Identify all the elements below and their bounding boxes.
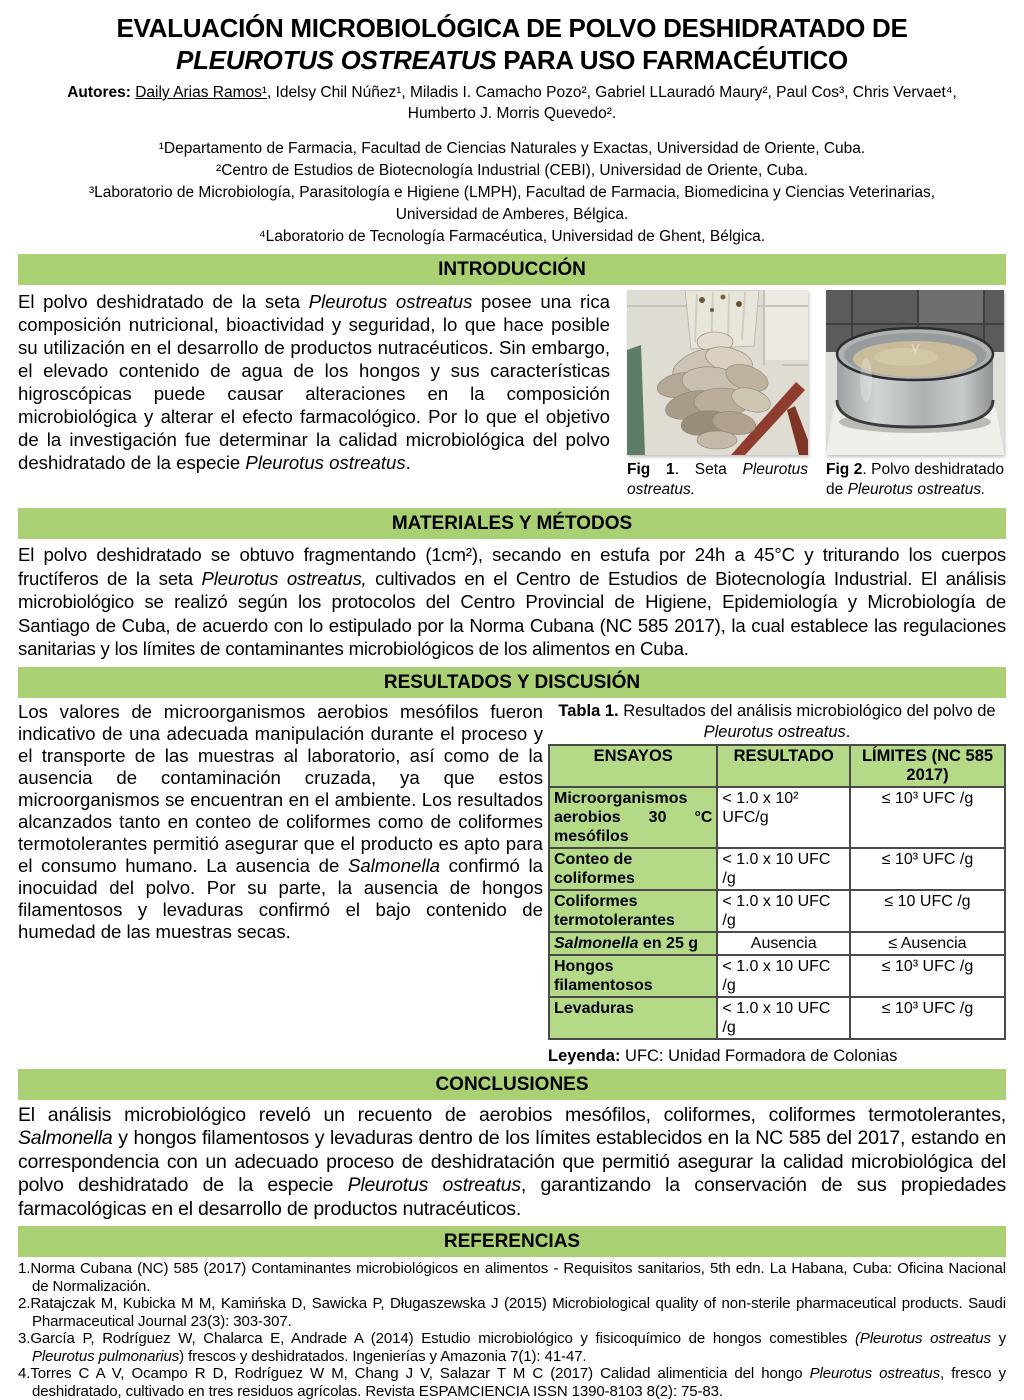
affiliations-block (18, 138, 1006, 248)
cell-limite: ≤ 10³ UFC /g (850, 787, 1005, 848)
affiliation-1: ¹Departamento de Farmacia, Facultad de Ciencias Naturales y Exactas, Universidad de Oriente, Cuba. (158, 140, 866, 157)
figures-block (627, 290, 1004, 500)
section-header-materiales: MATERIALES Y MÉTODOS (18, 508, 1006, 539)
cell-ensayo: Hongos filamentosos (549, 955, 717, 997)
section-header-introduccion: INTRODUCCIÓN (18, 254, 1006, 285)
cell-resultado: < 1.0 x 10 UFC /g (717, 890, 850, 932)
reference-number: 1. (18, 1260, 31, 1277)
figure-1 (627, 290, 808, 500)
cell-limite: ≤ 10³ UFC /g (850, 848, 1005, 890)
table-row (549, 848, 1005, 890)
cell-resultado: < 1.0 x 10² UFC/g (717, 787, 850, 848)
reference-item (18, 1365, 1006, 1400)
affiliation-4: ⁴Laboratorio de Tecnología Farmacéutica, Universidad de Ghent, Bélgica. (258, 228, 766, 245)
section-header-resultados: RESULTADOS Y DISCUSIÓN (18, 667, 1006, 698)
section-header-referencias: REFERENCIAS (18, 1226, 1006, 1257)
table-row (549, 787, 1005, 848)
reference-item (18, 1260, 1006, 1295)
cell-ensayo: Conteo de coliformes (549, 848, 717, 890)
table-caption: Tabla 1. Resultados del análisis microbiológico del polvo de Pleurotus ostreatus. (558, 701, 996, 741)
cell-resultado: < 1.0 x 10 UFC /g (717, 848, 850, 890)
resultados-paragraph: Los valores de microorganismos aerobios mesófilos fueron indicativo de una adecuada manipulación durante el proceso y el transporte de las muestras al laboratorio, así como de la ausencia de contaminación cruzada, ya que estos microorganismos se encuentran en el ambiente. Los resultados alcanzados tanto en conteo de coliformes como de coliformes termotolerantes permitió asegurar que el producto es apto para el consumo humano. La ausencia de Salmonella confirmó la inocuidad del polvo. Por su parte, la ausencia de hongos filamentosos y levaduras confirmó el bajo contenido de humedad de las muestras secas. (18, 700, 543, 942)
affiliation-2: ²Centro de Estudios de Biotecnología Industrial (CEBI), Universidad de Oriente, Cuba. (216, 162, 808, 179)
poster-title (18, 12, 1006, 76)
table-row (549, 932, 1005, 955)
cell-ensayo: Levaduras (549, 997, 717, 1039)
reference-text: García P, Rodríguez W, Chalarca E, Andrade A (2014) Estudio microbiológico y fisicoquímico de hongos comestibles (Pleurotus ostreatus y Pleurotus pulmonarius) frescos y deshidratados. Ingenierías y Amazonia 7(1): 41-47. (30, 1330, 1007, 1365)
table-legend: Leyenda: UFC: Unidad Formadora de Colonias (548, 1046, 898, 1065)
reference-item (18, 1295, 1006, 1330)
cell-limite: ≤ 10 UFC /g (850, 890, 1005, 932)
reference-number: 3. (18, 1330, 31, 1347)
figure-2 (826, 290, 1004, 500)
figure-1-caption: Fig 1. Seta Pleurotus ostreatus. (627, 461, 808, 498)
resultados-section (18, 701, 1006, 1066)
table-block (548, 701, 1006, 1066)
conclusiones-paragraph: El análisis microbiológico reveló un recuento de aerobios mesófilos, coliformes, coliformes termotolerantes, Salmonella y hongos filamentosos y levaduras dentro de los límites establecidos en la NC 585 del 2017, estando en correspondencia con un adecuado proceso de deshidratación que permitió asegurar la calidad microbiológica del polvo deshidratado de la especie Pleurotus ostreatus, garantizando la conservación de sus propiedades farmacológicas en el desarrollo de productos nutracéuticos. (18, 1103, 1006, 1220)
reference-number: 4. (18, 1365, 31, 1382)
table-row (549, 997, 1005, 1039)
cell-limite: ≤ 10³ UFC /g (850, 997, 1005, 1039)
affiliation-3: ³Laboratorio de Microbiología, Parasitología e Higiene (LMPH), Facultad de Farmacia, Biomedicina y Ciencias Veterinarias, (88, 184, 935, 201)
table-row (549, 890, 1005, 932)
col-header-resultado: RESULTADO (717, 745, 850, 787)
reference-text: Ratajczak M, Kubicka M M, Kamińska D, Sawicka P, Długaszewska J (2015) Microbiological quality of non-sterile pharmaceutical products. Saudi Pharmaceutical Journal 23(3): 303-307. (30, 1295, 1006, 1330)
col-header-limites: LÍMITES (NC 585 2017) (850, 745, 1005, 787)
results-table (548, 744, 1006, 1040)
cell-resultado: < 1.0 x 10 UFC /g (717, 955, 850, 997)
fig1-photo-mushroom (627, 290, 808, 455)
table-row (549, 955, 1005, 997)
figure-2-caption: Fig 2. Polvo deshidratado de Pleurotus ostreatus. (826, 461, 1004, 498)
materiales-paragraph: El polvo deshidratado se obtuvo fragmentando (1cm²), secando en estufa por 24h a 45°C y triturando los cuerpos fructíferos de la seta Pleurotus ostreatus, cultivados en el Centro de Estudios de Biotecnología Industrial. El análisis microbiológico se realizó según los protocolos del Centro Provincial de Higiene, Epidemiología y Microbiología de Santiago de Cuba, de acuerdo con lo estipulado por la Norma Cubana (NC 585 2017), la cual establece las regulaciones sanitarias y los límites de contaminantes microbiológicos de los alimentos en Cuba. (18, 544, 1006, 659)
authors-line1: Autores: Daily Arias Ramos¹, Idelsy Chil Núñez¹, Miladis I. Camacho Pozo², Gabriel LLauradó Maury², Paul Cos³, Chris Vervaet⁴, (67, 84, 957, 101)
introduccion-paragraph: El polvo deshidratado de la seta Pleurotus ostreatus posee una rica composición nutricional, bioactividad y seguridad, lo que hace posible su utilización en el desarrollo de productos nutracéuticos. Sin embargo, el elevado contenido de agua de los hongos y sus características higroscópicas puede causar alteraciones en la composición microbiológica y alterar el efecto farmacológico. Por lo que el objetivo de la investigación fue determinar la calidad microbiológica del polvo deshidratado de la especie Pleurotus ostreatus. (18, 291, 610, 473)
cell-ensayo: Coliformes termotolerantes (549, 890, 717, 932)
authors-line2: Humberto J. Morris Quevedo². (407, 105, 617, 122)
cell-resultado: < 1.0 x 10 UFC /g (717, 997, 850, 1039)
reference-text: Torres C A V, Ocampo R D, Rodríguez W M, Chang J V, Salazar T M C (2017) Calidad alimenticia del hongo Pleurotus ostreatus, fresco y deshidratado, cultivado en tres residuos agrícolas. Revista ESPAMCIENCIA ISSN 1390-8103 8(2): 75-83. (30, 1365, 1006, 1400)
cell-limite: ≤ Ausencia (850, 932, 1005, 955)
affiliation-3b: Universidad de Amberes, Bélgica. (395, 206, 629, 223)
cell-limite: ≤ 10³ UFC /g (850, 955, 1005, 997)
poster-title-line1: EVALUACIÓN MICROBIOLÓGICA DE POLVO DESHIDRATADO DE (116, 13, 908, 43)
col-header-ensayos: ENSAYOS (549, 745, 717, 787)
cell-ensayo: Salmonella en 25 g (549, 932, 717, 955)
reference-number: 2. (18, 1295, 31, 1312)
section-header-conclusiones: CONCLUSIONES (18, 1069, 1006, 1100)
reference-item (18, 1330, 1006, 1365)
reference-text: Norma Cubana (NC) 585 (2017) Contaminantes microbiológicos en alimentos - Requisitos sanitarios, 5th edn. La Habana, Cuba: Oficina Nacional de Normalización. (30, 1260, 1006, 1295)
table-header-row (549, 745, 1005, 787)
poster-title-line2: PLEUROTUS OSTREATUS PARA USO FARMACÉUTICO (176, 45, 848, 75)
cell-ensayo: Microorganismos aerobios 30 °C mesófilos (549, 787, 717, 848)
references-list (18, 1260, 1006, 1400)
cell-resultado: Ausencia (717, 932, 850, 955)
authors-block (18, 82, 1006, 124)
introduccion-section (18, 290, 1006, 500)
fig2-photo-sieve-powder (826, 290, 1004, 455)
